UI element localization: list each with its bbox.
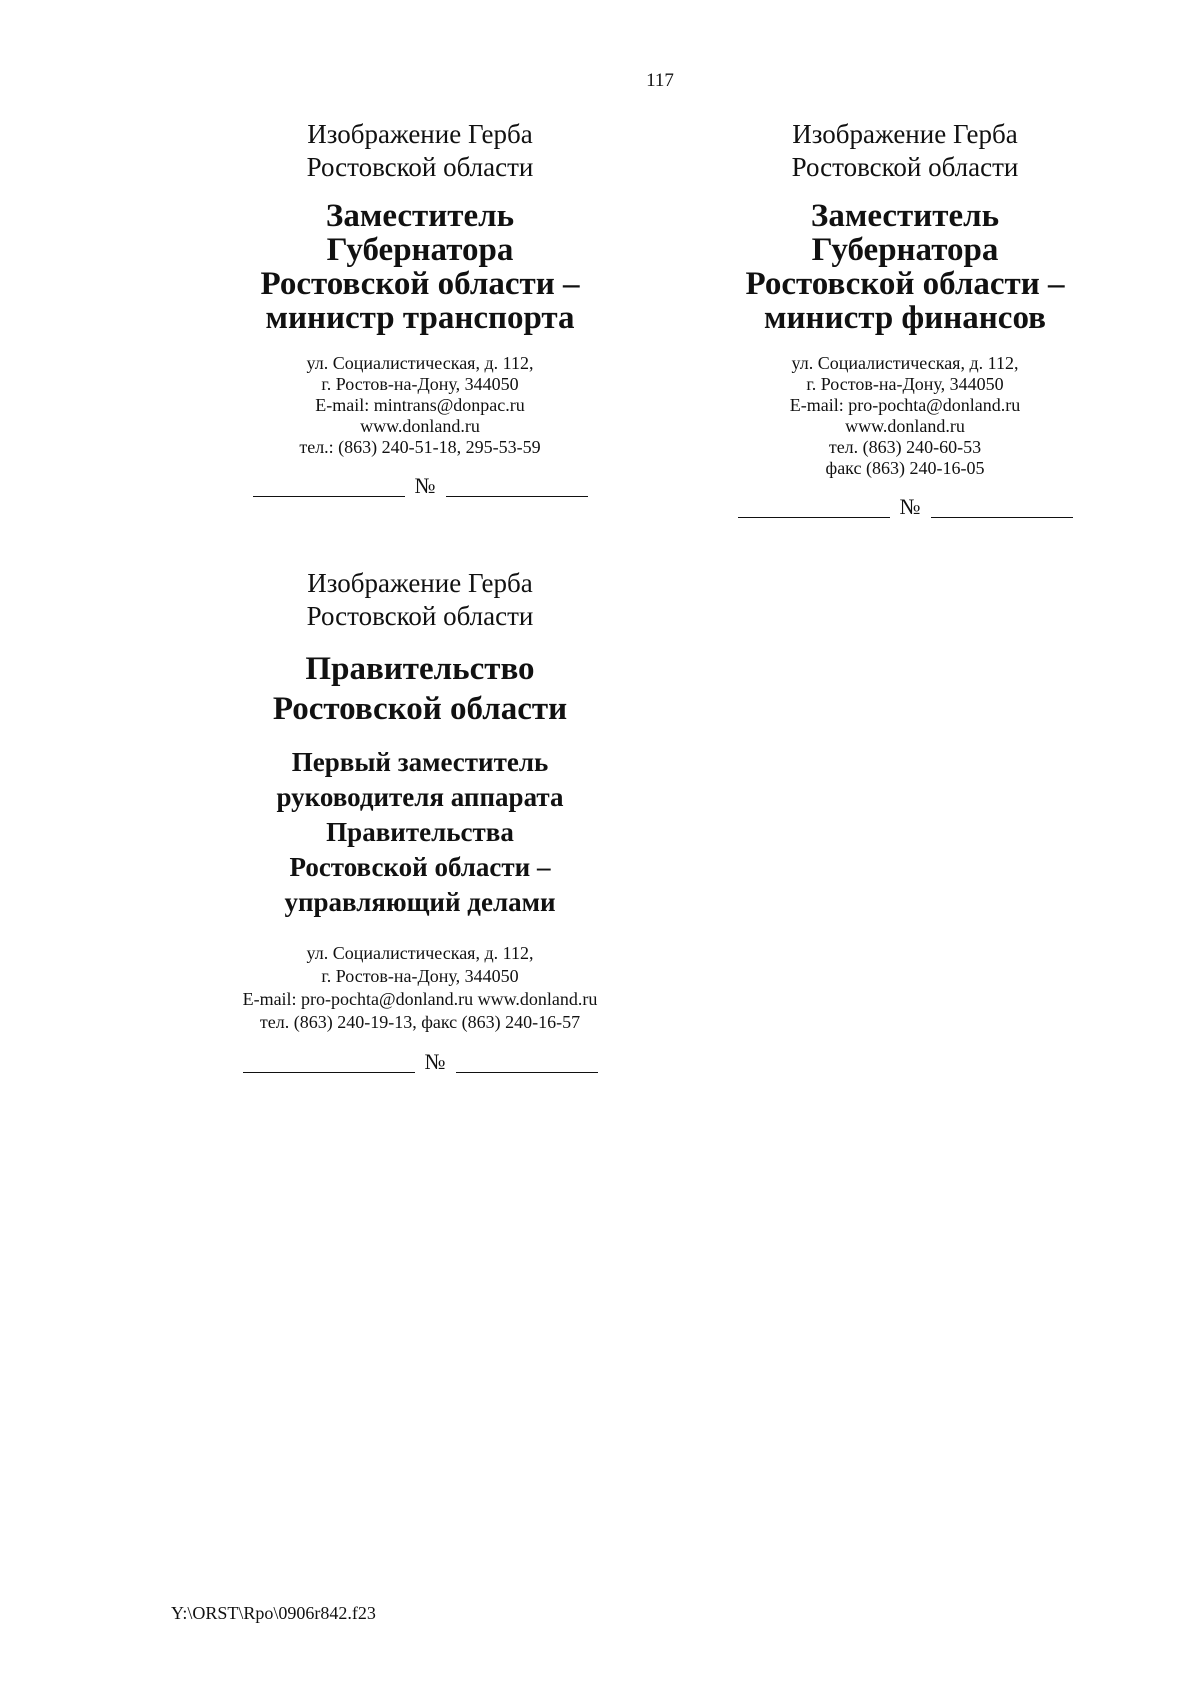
phone-fax: тел. (863) 240-19-13, факс (863) 240-16-57 bbox=[259, 1012, 581, 1032]
contact-details bbox=[715, 353, 1095, 479]
emblem-line: Изображение Герба bbox=[792, 119, 1018, 149]
title-line: управляющий делами bbox=[284, 887, 556, 917]
emblem-line: Ростовской области bbox=[791, 152, 1019, 182]
date-blank bbox=[738, 495, 890, 518]
address-city: г. Ростов-на-Дону, 344050 bbox=[806, 374, 1004, 394]
official-title bbox=[215, 745, 625, 920]
government-name bbox=[215, 649, 625, 729]
title-line: Ростовской области – bbox=[745, 266, 1065, 302]
email: E-mail: pro-pochta@donland.ru bbox=[789, 395, 1021, 415]
date-blank bbox=[253, 474, 405, 497]
number-sign: № bbox=[414, 473, 436, 498]
letterhead-minister-transport bbox=[230, 118, 610, 497]
number-blank bbox=[446, 474, 588, 497]
emblem-placeholder bbox=[215, 567, 625, 633]
document-number-field bbox=[215, 1050, 625, 1073]
page-number: 117 bbox=[646, 70, 674, 91]
address-street: ул. Социалистическая, д. 112, bbox=[791, 353, 1019, 373]
emblem-placeholder bbox=[715, 118, 1095, 184]
document-number-field bbox=[230, 474, 610, 497]
government-line: Ростовской области bbox=[272, 691, 568, 727]
number-sign: № bbox=[424, 1049, 446, 1074]
phone: тел.: (863) 240-51-18, 295-53-59 bbox=[299, 437, 541, 457]
email: E-mail: mintrans@donpac.ru bbox=[315, 395, 525, 415]
title-line: Правительства bbox=[326, 817, 514, 847]
title-line: Ростовской области – bbox=[260, 266, 580, 302]
official-title bbox=[230, 199, 610, 335]
document-number-field bbox=[715, 495, 1095, 518]
contact-details bbox=[230, 353, 610, 458]
letterhead-minister-finance bbox=[715, 118, 1095, 518]
title-line: министр финансов bbox=[764, 300, 1046, 336]
email-website: E-mail: pro-pochta@donland.ru www.donland.ru bbox=[242, 989, 598, 1009]
phone: тел. (863) 240-60-53 bbox=[828, 437, 982, 457]
website: www.donland.ru bbox=[845, 416, 965, 436]
address-city: г. Ростов-на-Дону, 344050 bbox=[321, 374, 519, 394]
emblem-line: Ростовской области bbox=[306, 601, 534, 631]
official-title bbox=[715, 199, 1095, 335]
title-line: руководителя аппарата bbox=[276, 782, 564, 812]
address-city: г. Ростов-на-Дону, 344050 bbox=[321, 966, 519, 986]
title-line: Губернатора bbox=[326, 232, 514, 268]
date-blank bbox=[243, 1050, 415, 1073]
website: www.donland.ru bbox=[360, 416, 480, 436]
contact-details bbox=[215, 942, 625, 1034]
number-blank bbox=[931, 495, 1073, 518]
title-line: Заместитель bbox=[810, 198, 1000, 234]
government-line: Правительство bbox=[305, 651, 535, 687]
emblem-line: Ростовской области bbox=[306, 152, 534, 182]
address-street: ул. Социалистическая, д. 112, bbox=[306, 353, 534, 373]
emblem-line: Изображение Герба bbox=[307, 119, 533, 149]
title-line: министр транспорта bbox=[265, 300, 575, 336]
number-blank bbox=[456, 1050, 598, 1073]
emblem-line: Изображение Герба bbox=[307, 568, 533, 598]
address-street: ул. Социалистическая, д. 112, bbox=[306, 943, 534, 963]
emblem-placeholder bbox=[230, 118, 610, 184]
title-line: Первый заместитель bbox=[291, 747, 549, 777]
title-line: Ростовской области – bbox=[289, 852, 551, 882]
title-line: Губернатора bbox=[811, 232, 999, 268]
footer-file-path: Y:\ORST\Rpo\0906r842.f23 bbox=[171, 1603, 376, 1623]
number-sign: № bbox=[899, 494, 921, 519]
fax: факс (863) 240-16-05 bbox=[825, 458, 985, 478]
letterhead-government-office bbox=[215, 567, 625, 1073]
title-line: Заместитель bbox=[325, 198, 515, 234]
